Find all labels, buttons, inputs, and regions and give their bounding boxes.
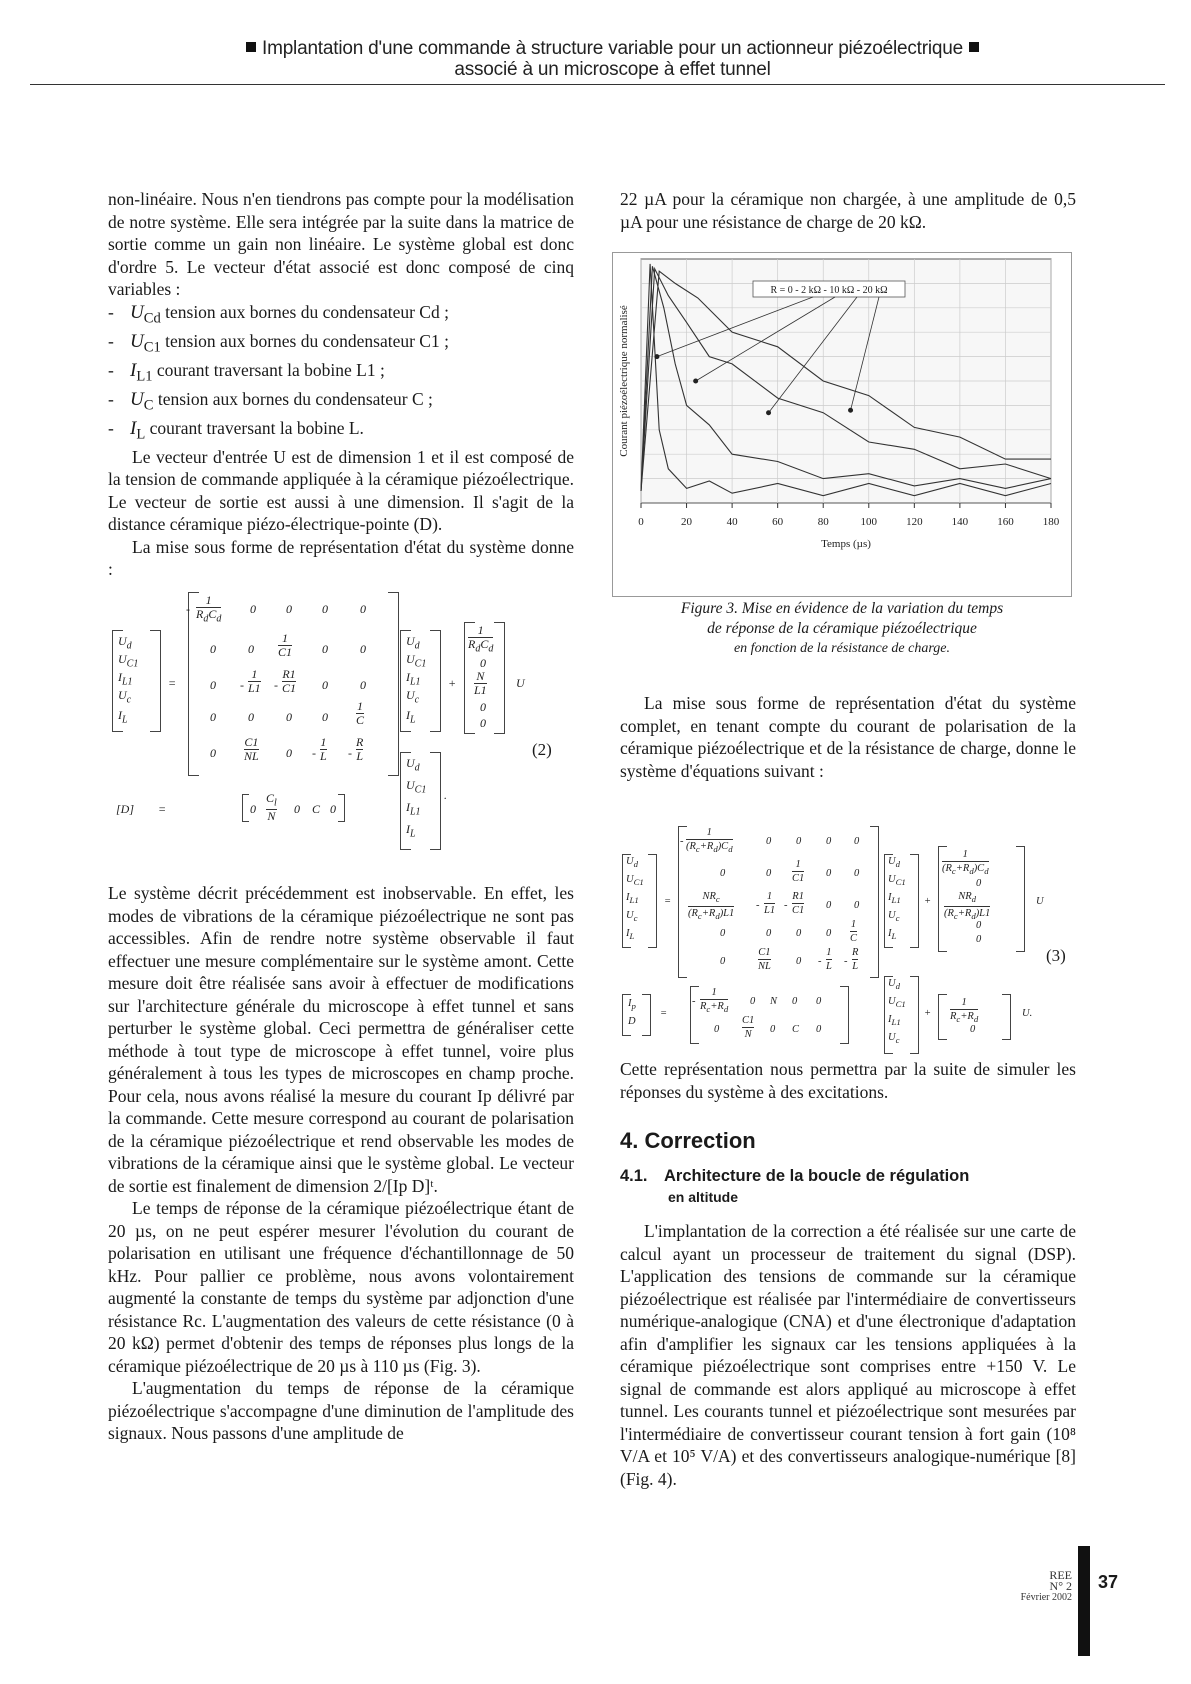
paragraph: Le système décrit précédemment est inobservable. En effet, les modes de vibrations de la céramique piézoélectrique ne sont pas accessibles. Afin de rendre notre système observable il faut effectuer une mesure complémentaire sur le système amont. Cette mesure doit être réalisée sans avoir à effectuer de modifications sur l'architecture générale du microscope à effet tunnel et sans perturber le système global. Ceci permettra de généraliser cette méthode à tout type de microscope à effet tunnel, voire plus généralement à tous les types de microscopes en champ proche. Pour cela, nous avons réalisé la mesure du courant Ip délivré par la commande. Cette mesure correspond au courant de polarisation de la céramique piézoélectrique et rend observable les modes de vibrations de la céramique ainsi que le système global. Le vecteur de sortie est finalement de dimension 2/[Ip D]ᵗ.	[108, 883, 574, 1196]
header-square-left	[246, 42, 256, 52]
x-tick-label: 120	[906, 516, 923, 528]
right-column-bottom	[620, 1220, 1076, 1490]
paragraph: 22 µA pour la céramique non chargée, à une amplitude de 0,5 µA pour une résistance de charge de 20 kΩ.	[620, 189, 1076, 232]
y-axis-label: Courant piézoélectrique normalisé	[618, 305, 630, 457]
journal-footer: REE N° 2 Février 2002	[1020, 1568, 1072, 1603]
left-column-top	[108, 188, 574, 581]
paragraph: Cette représentation nous permettra par la suite de simuler les réponses du système à des excitations.	[620, 1059, 1076, 1102]
x-tick-label: 100	[860, 516, 878, 528]
list-item: - $U_{Cd}$ tension aux bornes du condensateur Cd ;	[108, 301, 449, 326]
x-tick-label: 20	[681, 516, 693, 528]
pointer-tip-2	[766, 410, 771, 415]
header-line2: associé à un microscope à effet tunnel	[454, 59, 771, 80]
list-item: - $U_{C1}$ tension aux bornes du condensateur C1 ;	[108, 330, 449, 355]
pointer-tip-1	[693, 379, 698, 384]
state-variable-list	[108, 301, 574, 446]
x-tick-label: 140	[951, 516, 969, 528]
header-square-right	[969, 42, 979, 52]
right-column-mid	[620, 692, 1076, 782]
right-column-lower	[620, 1058, 1076, 1103]
list-item: - $I_L$ courant traversant la bobine L.	[108, 417, 364, 442]
state-space-equation-2: $U_d$ $U_{C1}$ $I_{L1}$ $U_c$ $I_L$ = 1 $R_dC_d$ - 0 0 0 0 0 0 1 C1 0 0 0 - 1 L1 - R1 C1 0 0 0 0 0 0 1 C 0 C1 NL 0 - 1 L - R L $U_d$ $U_{C1}$ $I_{L1}$ $U_c$ $I_L$ + 1 $R_dC_d$ 0 N L1 0 0 U [D] = 0 $C_l$ N 0 C 0 $U_d$ $U_{C1}$ $I_{L1}$ $I_L$ .	[108, 592, 578, 852]
section-heading: 4. Correction	[620, 1128, 756, 1153]
equation-number: (2)	[532, 740, 552, 759]
x-axis-label: Temps (µs)	[821, 538, 871, 550]
subsection-heading: 4.1. Architecture de la boucle de régulation en altitude	[620, 1167, 970, 1205]
left-column-bottom	[108, 882, 574, 1445]
pointer-tip-0	[654, 354, 659, 359]
list-item: - $I_{L1}$ courant traversant la bobine L1 ;	[108, 359, 385, 384]
list-item: - $U_C$ tension aux bornes du condensateur C ;	[108, 388, 433, 413]
right-column-top	[620, 188, 1076, 233]
chart-svg	[613, 253, 1071, 596]
figure-3	[612, 252, 1072, 597]
figure-caption: Figure 3. Mise en évidence de la variation du temps de réponse de la céramique piézoélectrique en fonction de la résistance de charge.	[680, 600, 1004, 656]
x-tick-label: 40	[726, 516, 738, 528]
x-tick-label: 60	[772, 516, 784, 528]
legend-label: R = 0 - 2 kΩ - 10 kΩ - 20 kΩ	[770, 285, 888, 296]
paragraph: La mise sous forme de représentation d'état du système donne :	[108, 536, 574, 579]
paragraph: Le vecteur d'entrée U est de dimension 1 et il est composé de la tension de commande appliquée à la céramique piézoélectrique. Le vecteur de sortie est aussi à une dimension. Il s'agit de la distance céramique piézo-électrique-pointe (D).	[108, 446, 574, 534]
paragraph: La mise sous forme de représentation d'état du système complet, en tenant compte du courant de polarisation de la céramique piézoélectrique et de la résistance de charge, donne le système d'équations suivant :	[620, 693, 1076, 781]
header-line1: Implantation d'une commande à structure variable pour un actionneur piézoélectrique	[261, 38, 963, 59]
paragraph: L'implantation de la correction a été réalisée sur une carte de calcul ayant un processeur de traitement du signal (DSP). L'application des tensions de commande sur la céramique piézoélectrique est réalisée par l'intermédiaire de convertisseurs numérique-analogique (CNA) et d'une électronique d'adaptation afin d'amplifier les signaux car les tensions appliquées à la céramique piézoélectrique sont comprises entre +150 V. Le signal de commande est alors appliqué au microscope à effet tunnel. Les courants tunnel et piézoélectrique sont mesurées par l'intermédiaire de convertisseur courant tension à fort gain (10⁸ V/A et 10⁵ V/A) et des convertisseurs analogique-numérique [8] (Fig. 4).	[620, 1221, 1076, 1489]
equation-number: (3)	[1046, 946, 1066, 965]
x-tick-label: 160	[997, 516, 1014, 528]
x-tick-label: 80	[817, 516, 829, 528]
footer-bar	[1078, 1546, 1090, 1656]
paragraph: Le temps de réponse de la céramique piézoélectrique étant de 20 µs, on ne peut espérer mesurer l'évolution du courant de polarisation en utilisant une fréquence d'échantillonnage de 50 kHz. Pour pallier ce problème, nous avons volontairement augmenté la constante de temps du système par adjonction d'une résistance Rc. L'augmentation des valeurs de cette résistance (0 à 20 kΩ) permet d'obtenir des temps de réponses plus longs de la céramique piézoélectrique de 20 µs à 110 µs (Fig. 3).	[108, 1198, 574, 1376]
x-tick-label: 0	[638, 516, 644, 528]
pointer-tip-3	[848, 408, 853, 413]
x-tick-label: 180	[1042, 516, 1060, 528]
header-rule	[30, 84, 1165, 85]
paragraph: non-linéaire. Nous n'en tiendrons pas compte pour la modélisation de notre système. Elle sera intégrée par la suite dans la matrice de sortie comme un gain non linéaire. Le système global est donc d'ordre 5. Le vecteur d'état associé est donc composé de cinq variables :	[108, 189, 574, 299]
running-header	[60, 38, 1165, 80]
state-space-equation-3: $U_d$ $U_{C1}$ $I_{L1}$ $U_c$ $I_L$ = - 1 $(R_c+R_d)C_d$ 0 0 0 0 0 0 1 C1 0 0 $NR_c$ $(R_c+R_d)L1$ - 1 L1 - R1 C1 0 0 0 0 0 0 1 C 0 C1 NL 0 - 1 L - R L $U_d$ $U_{C1}$ $I_{L1}$ $U_c$ $I_L$ + 1 $(R_c+R_d)C_d$ 0 $NR_d$ $(R_c+R_d)L1$ 0 0 U $I_p$ D = - 1 $R_c+R_d$ 0 N 0 0 0 C1 N 0 C 0 $U_d$ $U_{C1}$ $I_{L1}$ $U_c$ + 1 $R_c+R_d$ 0 U.	[620, 826, 1070, 1054]
page-number: 37	[1098, 1572, 1119, 1592]
paragraph: L'augmentation du temps de réponse de la céramique piézoélectrique s'accompagne d'une diminution de l'amplitude des signaux. Nous passons d'une amplitude de	[108, 1378, 574, 1443]
